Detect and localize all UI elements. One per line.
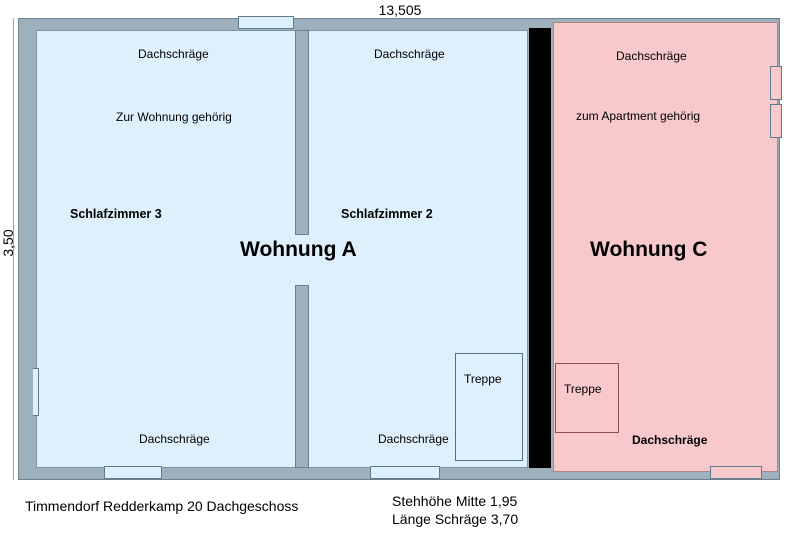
- slope-label-bottom-left: Dachschräge: [139, 432, 210, 446]
- belonging-note-c: zum Apartment gehörig: [576, 109, 701, 123]
- interior-wall-upper: [295, 30, 309, 235]
- window-right-lower: [770, 104, 782, 138]
- staircase-label-c: Treppe: [564, 382, 602, 396]
- window-bottom-left: [104, 466, 162, 479]
- slope-label-c-top: Dachschräge: [616, 49, 687, 63]
- window-bottom-right: [710, 466, 762, 479]
- slope-label-top-left: Dachschräge: [138, 47, 209, 61]
- staircase-wohnung-a: [455, 353, 523, 461]
- slope-label-c-bottom: Dachschräge: [632, 433, 708, 447]
- slope-label-bottom-middle: Dachschräge: [378, 432, 449, 446]
- dimension-left-label: 3,50: [0, 229, 16, 257]
- belonging-note-a: Zur Wohnung gehörig: [116, 110, 232, 124]
- caption-height-middle: Stehhöhe Mitte 1,95: [392, 493, 518, 509]
- party-wall: [529, 28, 551, 468]
- unit-title-wohnung-c: Wohnung C: [590, 238, 708, 261]
- staircase-label-a: Treppe: [464, 372, 502, 386]
- window-right-upper: [770, 66, 782, 100]
- window-left: [33, 368, 39, 416]
- caption-slope-length: Länge Schräge 3,70: [392, 511, 519, 527]
- room-label-schlafzimmer-2: Schlafzimmer 2: [341, 207, 433, 221]
- staircase-wohnung-c: [555, 363, 619, 433]
- caption-address: Timmendorf Redderkamp 20 Dachgeschoss: [25, 498, 299, 514]
- interior-wall-lower: [295, 285, 309, 468]
- unit-title-wohnung-a: Wohnung A: [240, 238, 357, 261]
- slope-label-top-middle: Dachschräge: [374, 47, 445, 61]
- window-bottom-middle: [370, 466, 440, 479]
- dimension-top-label: 13,505: [378, 2, 422, 18]
- caption-measurements: [392, 492, 518, 528]
- room-label-schlafzimmer-3: Schlafzimmer 3: [70, 207, 162, 221]
- window-top: [238, 16, 294, 29]
